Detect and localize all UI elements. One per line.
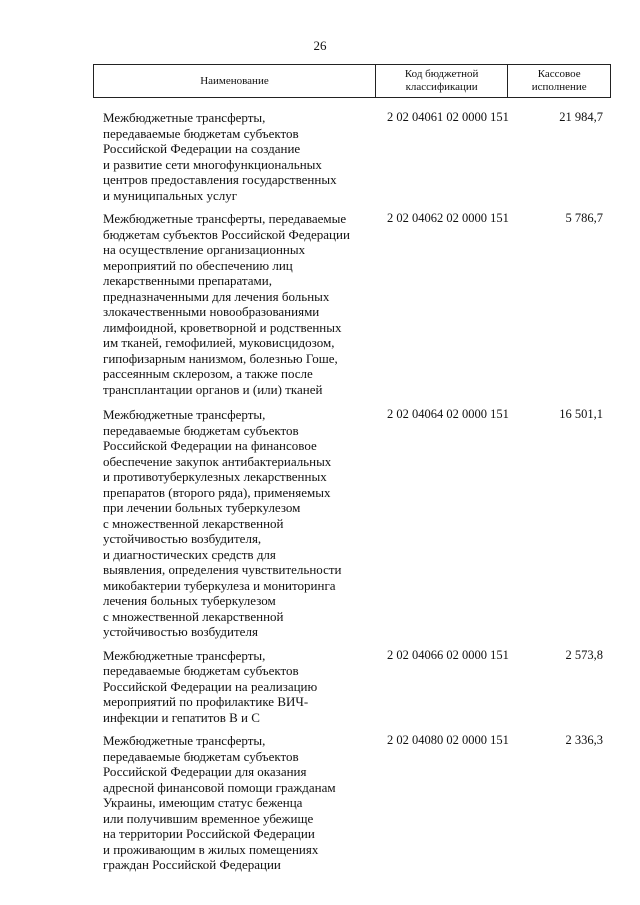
header-code-line: классификации: [405, 81, 478, 93]
row-amount: 5 786,7: [565, 211, 603, 225]
row-name-line: выявления, определения чувствительности: [103, 562, 342, 577]
row-name-line: или получившим временное убежище: [103, 810, 314, 826]
row-name-line: злокачественными новообразованиями: [103, 304, 320, 319]
table-row: [93, 648, 611, 726]
row-name-line: Украины, имеющим статус беженца: [103, 795, 303, 810]
row-name-line: Российской Федерации на реализацию: [103, 678, 318, 694]
row-name-line: передаваемые бюджетам субъектов: [103, 125, 299, 141]
row-name-line: Российской Федерации на создание: [103, 141, 301, 156]
row-name: [93, 733, 375, 873]
table-row: [93, 110, 611, 203]
row-name-line: и противотуберкулезных лекарственных: [103, 469, 327, 484]
row-name-line: Межбюджетные трансферты, передаваемые: [103, 211, 347, 226]
header-code-line: Код бюджетной: [404, 68, 479, 80]
row-name-line: центров предоставления государственных: [103, 172, 337, 187]
row-name-line: Межбюджетные трансферты,: [103, 647, 266, 663]
row-name-line: и развитие сети многофункциональных: [103, 156, 322, 172]
row-name-line: обеспечение закупок антибактериальных: [103, 453, 332, 469]
row-name-line: им тканей, гемофилией, муковисцидозом,: [103, 335, 335, 350]
row-name-line: на территории Российской Федерации: [103, 826, 315, 841]
row-name-line: граждан Российской Федерации: [103, 857, 281, 872]
row-name-line: при лечении больных туберкулезом: [103, 500, 301, 515]
row-name-line: Российской Федерации на финансовое: [103, 438, 317, 453]
row-name-line: и диагностических средств для: [103, 546, 276, 562]
row-name-line: с множественной лекарственной: [103, 608, 284, 624]
row-name: [93, 407, 375, 640]
row-name-line: рассеянным склерозом, а также после: [103, 366, 313, 381]
header-amount: [507, 65, 610, 97]
row-amount: 2 336,3: [565, 733, 603, 747]
row-name-line: устойчивостью возбудителя,: [103, 531, 262, 546]
row-name-line: бюджетам субъектов Российской Федерации: [103, 226, 350, 242]
row-name-line: Межбюджетные трансферты,: [103, 733, 266, 748]
page-number: 26: [313, 38, 327, 53]
row-name-line: мероприятий по обеспечению лиц: [103, 257, 293, 273]
row-name-line: с множественной лекарственной: [103, 515, 284, 531]
row-name-line: Межбюджетные трансферты,: [103, 110, 266, 125]
row-name-line: и проживающим в жилых помещениях: [103, 841, 319, 857]
row-name-line: на осуществление организационных: [103, 242, 306, 257]
header-code: [375, 65, 507, 97]
table-row: [93, 407, 611, 640]
row-name-line: трансплантации органов и (или) тканей: [103, 381, 323, 397]
row-name: [93, 648, 375, 726]
header-amount-line: исполнение: [531, 81, 587, 93]
budget-table: [93, 64, 611, 873]
row-code: 2 02 04062 02 0000 151: [387, 211, 509, 225]
row-code: 2 02 04080 02 0000 151: [387, 733, 509, 747]
table-row: [93, 211, 611, 397]
row-name-line: лимфоидной, кроветворной и родственных: [103, 319, 342, 335]
row-name-line: передаваемые бюджетам субъектов: [103, 748, 299, 764]
row-name-line: и муниципальных услуг: [103, 187, 238, 203]
row-amount: 21 984,7: [559, 110, 603, 124]
row-name-line: передаваемые бюджетам субъектов: [103, 663, 299, 678]
row-name-line: лекарственными препаратами,: [103, 273, 272, 288]
row-name-line: предназначенными для лечения больных: [103, 288, 330, 304]
row-amount: 2 573,8: [565, 647, 603, 662]
row-name: [93, 211, 375, 397]
table-header: [93, 64, 611, 98]
row-amount: 16 501,1: [559, 407, 603, 421]
row-name-line: инфекции и гепатитов В и С: [103, 709, 260, 725]
row-code: 2 02 04061 02 0000 151: [387, 110, 509, 124]
row-name-line: передаваемые бюджетам субъектов: [103, 422, 299, 438]
row-name-line: препаратов (второго ряда), применяемых: [103, 484, 331, 500]
row-name-line: Российской Федерации для оказания: [103, 764, 307, 779]
header-name: Наименование: [200, 74, 269, 87]
row-name-line: лечения больных туберкулезом: [103, 593, 276, 608]
table-body: [93, 110, 611, 873]
row-name-line: Межбюджетные трансферты,: [103, 407, 266, 422]
row-name-line: микобактерии туберкулеза и мониторинга: [103, 577, 336, 593]
row-name-line: адресной финансовой помощи гражданам: [103, 779, 336, 795]
row-name-line: устойчивостью возбудителя: [103, 624, 258, 639]
table-row: [93, 733, 611, 873]
row-name-line: гипофизарным нанизмом, болезнью Гоше,: [103, 350, 338, 366]
row-name-line: мероприятий по профилактике ВИЧ-: [103, 694, 309, 709]
header-amount-line: Кассовое: [537, 68, 581, 80]
row-name: [93, 110, 375, 203]
row-code: 2 02 04066 02 0000 151: [387, 647, 509, 662]
row-code: 2 02 04064 02 0000 151: [387, 407, 509, 421]
